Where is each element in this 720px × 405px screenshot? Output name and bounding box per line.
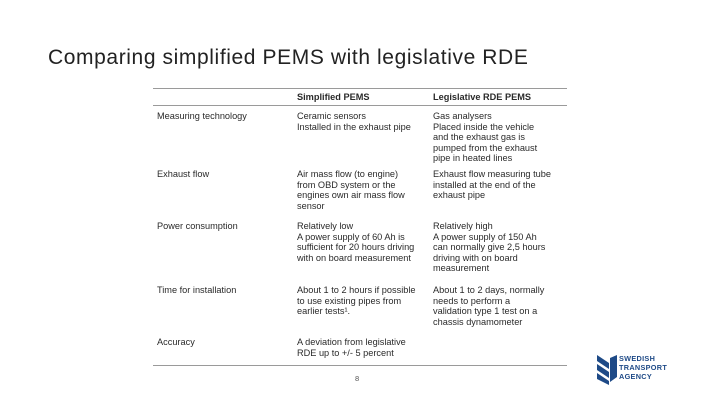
cell-line: About 1 to 2 hours if possible — [297, 285, 416, 296]
cell-line: earlier tests¹. — [297, 306, 351, 317]
table-row — [153, 285, 567, 337]
cell-legislative — [429, 106, 567, 170]
table-row — [153, 221, 567, 285]
row-label: Accuracy — [157, 337, 195, 348]
header-simplified-pems: Simplified PEMS — [297, 92, 370, 102]
table-row — [153, 106, 567, 170]
cell-simplified — [293, 337, 429, 366]
cell-line: engines own air mass flow — [297, 190, 405, 201]
table-row — [153, 169, 567, 221]
cell-line: A deviation from legislative — [297, 337, 406, 348]
cell-legislative — [429, 337, 567, 366]
cell-line: and the exhaust gas is — [433, 132, 525, 143]
slide-title: Comparing simplified PEMS with legislative RDE — [48, 46, 529, 69]
cell-simplified — [293, 169, 429, 221]
cell-line: Air mass flow (to engine) — [297, 169, 399, 180]
logo-line-1: SWEDISH — [619, 354, 656, 363]
cell-line: Ceramic sensors — [297, 111, 366, 122]
cell-line: with on board measurement — [297, 252, 411, 263]
swedish-transport-agency-logo — [597, 355, 707, 385]
cell-line: sufficient for 20 hours driving — [297, 242, 415, 253]
cell-line: A power supply of 60 Ah is — [297, 231, 405, 242]
cell-line: pipe in heated lines — [433, 153, 513, 164]
cell-line: exhaust pipe — [433, 190, 486, 201]
logo-line-2: TRANSPORT — [619, 362, 668, 372]
cell-line: Placed inside the vehicle — [433, 121, 535, 132]
cell-legislative — [429, 221, 567, 285]
cell-line: chassis dynamometer — [433, 316, 523, 327]
table-row — [153, 337, 567, 366]
cell-simplified — [293, 221, 429, 285]
row-label: Exhaust flow — [157, 169, 210, 180]
transport-agency-logo-icon — [597, 355, 617, 385]
row-label: Time for installation — [157, 285, 237, 296]
logo-line-3: AGENCY — [619, 371, 653, 381]
cell-line: can normally give 2,5 hours — [433, 242, 546, 253]
cell-line: A power supply of 150 Ah — [433, 231, 537, 242]
cell-line: validation type 1 test on a — [433, 306, 538, 317]
cell-legislative — [429, 285, 567, 337]
cell-line: pumped from the exhaust — [433, 142, 538, 153]
cell-simplified — [293, 106, 429, 170]
comparison-table-container — [153, 88, 567, 366]
cell-line: RDE up to +/- 5 percent — [297, 347, 394, 358]
cell-line: Relatively high — [433, 221, 493, 232]
logo-wordmark — [619, 355, 667, 381]
header-empty — [153, 89, 293, 106]
cell-line: measurement — [433, 263, 490, 274]
comparison-table — [153, 88, 567, 366]
cell-line: Exhaust flow measuring tube — [433, 169, 551, 180]
cell-simplified — [293, 285, 429, 337]
header-legislative-rde-pems: Legislative RDE PEMS — [433, 92, 532, 102]
cell-line: sensor — [297, 200, 325, 211]
cell-line: installed at the end of the — [433, 179, 536, 190]
cell-line: Installed in the exhaust pipe — [297, 121, 411, 132]
cell-line: to use existing pipes from — [297, 295, 402, 306]
cell-line: Relatively low — [297, 221, 354, 232]
row-label: Power consumption — [157, 221, 238, 232]
page-number: 8 — [355, 374, 360, 383]
cell-legislative — [429, 169, 567, 221]
table-header-row — [153, 89, 567, 106]
cell-line: needs to perform a — [433, 295, 511, 306]
cell-line: driving with on board — [433, 252, 518, 263]
cell-line: Gas analysers — [433, 111, 492, 122]
cell-line: About 1 to 2 days, normally — [433, 285, 545, 296]
row-label: Measuring technology — [157, 111, 247, 122]
cell-line: from OBD system or the — [297, 179, 396, 190]
